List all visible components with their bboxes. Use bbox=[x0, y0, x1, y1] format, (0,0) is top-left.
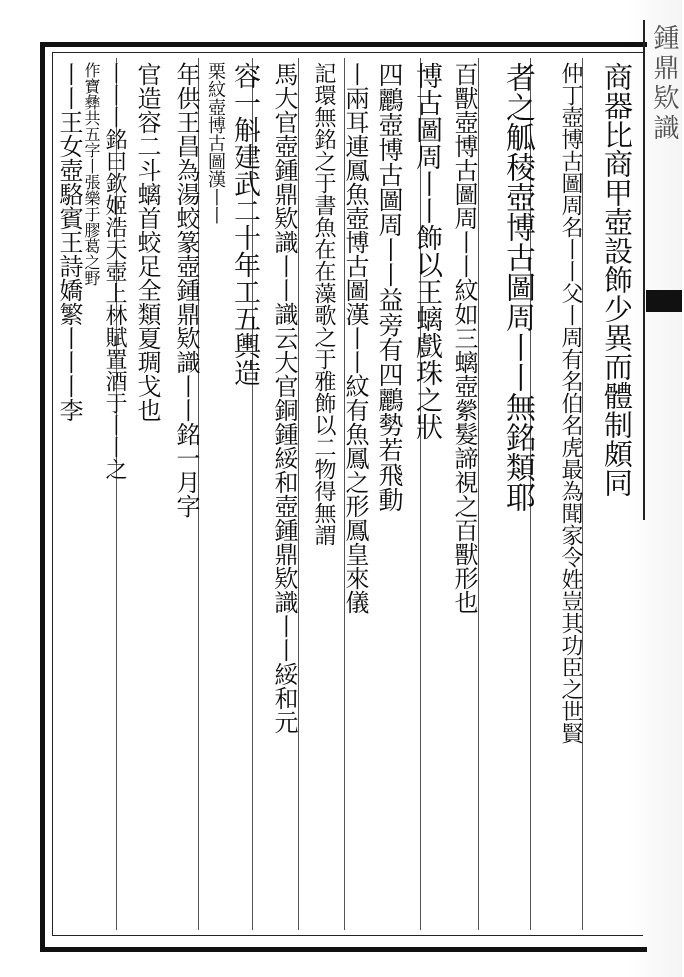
text-column-11: 栗紋壺博古圖漢丨丨 bbox=[205, 62, 226, 224]
text-column-7: 丨兩耳連鳳魚壺博古圖漢丨丨紋有魚鳳之形鳳皇來儀 bbox=[341, 62, 369, 614]
text-column-13: 官造容二斗螭首蛟足全類夏琱戈也 bbox=[133, 62, 161, 422]
text-column-4: 百獸壺博古圖周丨丨紋如三螭壺縈髮諦視之百獸形也 bbox=[450, 62, 478, 614]
text-column-8: 記環無銘之于書魚在在藻歌之于雅飾以二物得無謂 bbox=[311, 62, 336, 546]
text-column-10: 容一斛建武二十年工五輿造 bbox=[229, 62, 260, 386]
text-column-9: 馬大官壺鍾鼎欵識丨丨識云大官銅鍾綏和壺鍾鼎欵識丨丨綏和元 bbox=[270, 62, 298, 734]
text-column-14: 丨丨丨銘曰欽姬浩天壺上林賦置酒于丨丨之 bbox=[102, 62, 127, 480]
text-column-16: 丨丨王女壺駱賓王詩嬌繁丨丨丨李 bbox=[55, 62, 83, 422]
text-column-6: 四鸝壺博古圖周丨丨益旁有四鸝勢若飛動 bbox=[375, 62, 404, 512]
margin-header-text: 鍾鼎欵識 bbox=[649, 24, 679, 144]
text-column-1: 商器比商甲壺設飾少異而體制頗同 bbox=[600, 62, 634, 497]
text-column-3: 者之觚稜壺博古圖周丨丨無銘類耶 bbox=[500, 62, 535, 512]
text-column-2: 仲丁壺博古圖周名丨丨父丨周有名伯名虎最為聞家令姓豈其功臣之世賢 bbox=[558, 62, 583, 744]
text-column-15: 作寶彝共五字丨張樂于膠葛之野 bbox=[82, 62, 101, 286]
text-column-5: 博古圖周丨丨飾以王螭戲珠之狀 bbox=[411, 62, 442, 440]
text-column-12: 年供王昌為湯蛟篆壺鍾鼎欵識丨丨銘一月字 bbox=[172, 62, 200, 518]
fish-tail-mark bbox=[646, 290, 682, 312]
